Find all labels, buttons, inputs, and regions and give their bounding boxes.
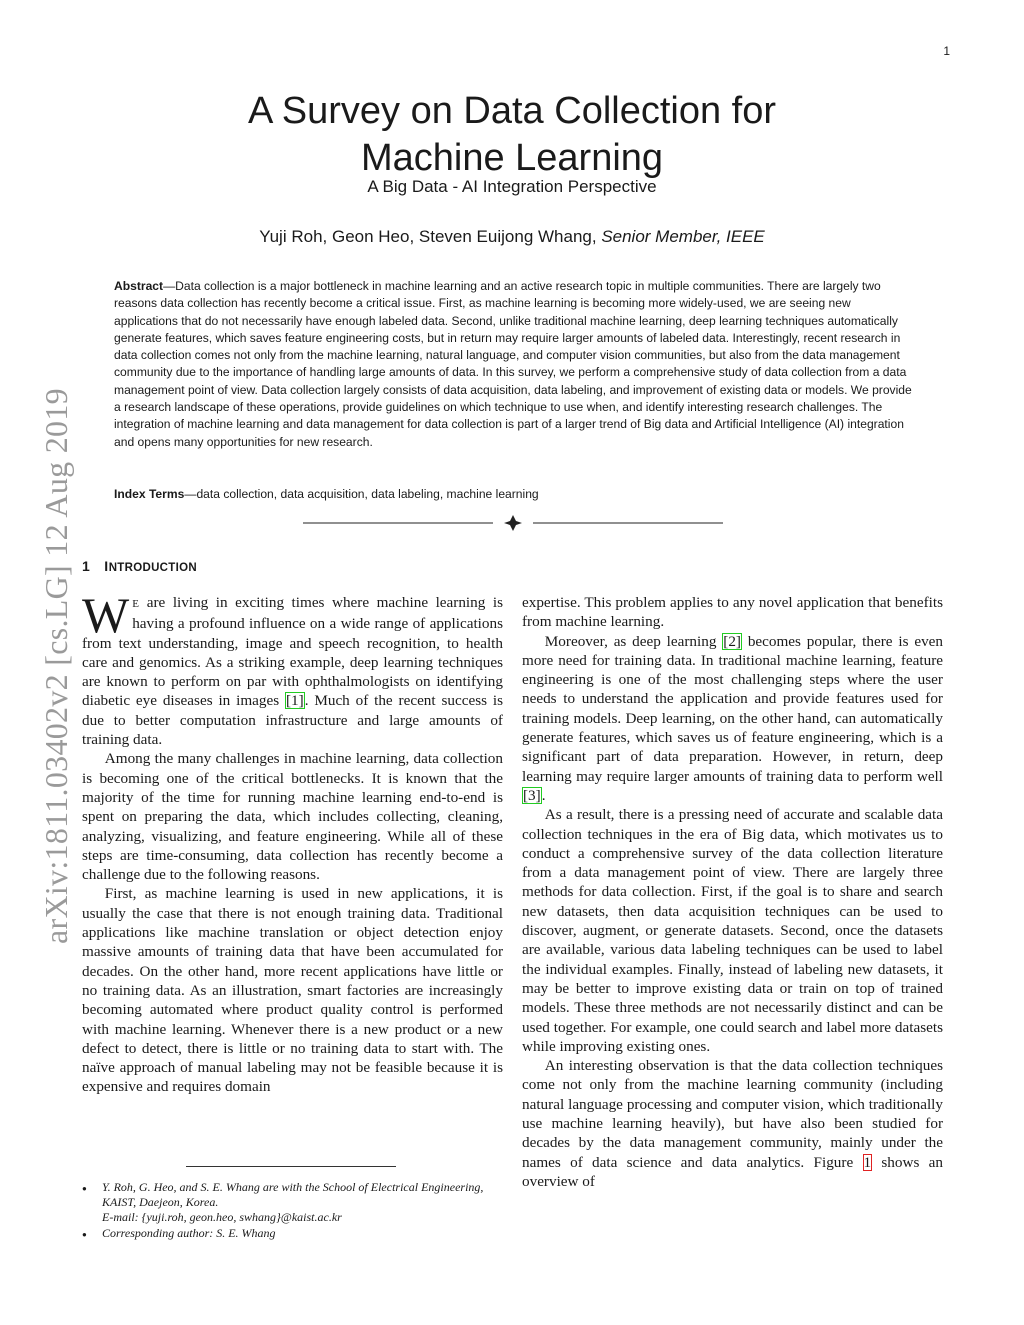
paragraph xyxy=(522,632,943,806)
title-line-2: Machine Learning xyxy=(360,137,664,179)
paper-title xyxy=(0,88,1024,182)
paragraph: expertise. This problem applies to any novel application that benefits from machine learning. xyxy=(522,594,943,631)
author-list xyxy=(0,227,1024,247)
arxiv-stamp: arXiv:1811.03402v2 [cs.LG] 12 Aug 2019 xyxy=(38,388,74,944)
diamond-star-icon xyxy=(504,515,522,531)
footnote-corresponding: ● Corresponding author: S. E. Whang xyxy=(102,1226,503,1241)
footnote-affiliation xyxy=(102,1180,503,1226)
footnote-text: Y. Roh, G. Heo, and S. E. Whang are with the School of Electrical Engineering, KAIST, Daejeon, Korea. xyxy=(102,1180,484,1210)
title-line-1: A Survey on Data Collection for xyxy=(247,90,777,132)
citation-link[interactable]: [3] xyxy=(523,786,541,804)
paragraph: First, as machine learning is used in new applications, it is usually the case that there is not enough training data. Traditional applications like machine translation or object detection enjoy massive amounts of training data that have been accumulated for decades. On the other hand, more recent applications have little or no training data. As an illustration, smart factories are increasingly becoming automated where product quality control is performed with machine learning. Whenever there is a new product or a new defect to detect, there is little or no training data to start with. The naïve approach of manual labeling may not be feasible because it is expensive and requires domain xyxy=(82,885,503,1096)
smallcaps-start: E xyxy=(132,598,140,610)
paragraph xyxy=(82,587,503,749)
section-title-rest: NTRODUCTION xyxy=(108,562,197,574)
section-title-initial: I xyxy=(104,558,109,574)
figure-reference-link[interactable]: 1 xyxy=(863,1153,872,1171)
section-number: 1 xyxy=(82,558,91,574)
dropcap: W xyxy=(82,587,130,643)
paragraph-text: Moreover, as deep learning xyxy=(544,632,723,650)
paragraph-text: becomes popular, there is even more need for training data. In traditional machine learning, feature engineering is one of the most challenging steps where the user needs to understand the application and provide features used for training models. Deep learning, on the other hand, can automatically generate features, which saves us of feature engineering, which is a significant part of data preparation. However, in return, deep learning may require larger amounts of training data to perform well xyxy=(522,632,943,785)
paragraph: As a result, there is a pressing need of accurate and scalable data collection techniques in the era of Big data, which motivates us to conduct a comprehensive survey of the data collection literature from a data management point of view. There are largely three methods for data collection. First, if the goal is to share and search new datasets, then data acquisition techniques can be used to discover, augment, or generate datasets. Second, once the datasets are available, various data labeling techniques can be used to label the individual examples. Finally, instead of labeling new datasets, it may be better to improve existing data or train on top of trained models. These three methods are not necessarily distinct and can be used together. For example, one could search and label more datasets while improving existing ones. xyxy=(522,806,943,1055)
section-divider xyxy=(303,513,723,533)
footnotes xyxy=(82,1180,503,1241)
abstract-label: Abstract xyxy=(114,279,164,293)
page-number: 1 xyxy=(943,44,950,58)
citation-link[interactable]: [2] xyxy=(723,632,741,650)
index-terms-label: Index Terms xyxy=(114,487,185,501)
left-column xyxy=(82,587,503,1097)
footnote-rule xyxy=(186,1166,396,1167)
abstract-text: —Data collection is a major bottleneck in machine learning and an active research topic in multiple communities. There are largely two reasons data collection has recently become a critical issue. First, as machine learning is becoming more widely-used, we are seeing new applications that do not necessarily have enough labeled data. Second, unlike traditional machine learning, deep learning techniques automatically generate features, which saves feature engineering costs, but in return may require larger amounts of labeled data. Interestingly, recent research in data collection comes not only from the machine learning, natural language, and computer vision communities, but also from the data management community due to the importance of handling large amounts of data. In this survey, we perform a comprehensive study of data collection from a data management point of view. Data collection largely consists of data acquisition, data labeling, and improvement of existing data or models. We provide a research landscape of these operations, provide guidelines on which technique to use when, and identify interesting research challenges. The integration of machine learning and data management for data collection is part of a larger trend of Big data and Artificial Intelligence (AI) integration and opens many opportunities for new research. xyxy=(114,279,912,449)
citation-link[interactable]: [1] xyxy=(285,692,304,710)
paragraph xyxy=(522,1056,943,1191)
paragraph-text: . Much of the recent success is due to better computation infrastructure and large amounts of training data. xyxy=(82,692,503,749)
section-heading-introduction xyxy=(82,558,197,574)
author-names: Yuji Roh, Geon Heo, Steven Euijong Whang, xyxy=(259,227,602,246)
right-column xyxy=(522,593,943,1191)
index-terms xyxy=(114,487,914,501)
footnote-email: E-mail: {yuji.roh, geon.heo, swhang}@kaist.ac.kr xyxy=(102,1210,342,1225)
paragraph-text: An interesting observation is that the data collection techniques come not only from the machine learning community (including natural language processing and computer vision, which traditionally use machine learning heavily), but have also been studied for decades by the data management community, mainly under the names of data science and data analytics. Figure xyxy=(522,1057,943,1171)
index-terms-text: —data collection, data acquisition, data labeling, machine learning xyxy=(184,487,539,501)
paragraph-text: are living in exciting times where machine learning is having a profound influence on a wide range of applications from text understanding, image and speech recognition, to health care and genomics. As a striking example, deep learning techniques are known to perform on par with ophthalmologists on identifying diabetic eye diseases in images xyxy=(82,594,503,710)
paragraph-text: . xyxy=(541,786,546,804)
paper-subtitle: A Big Data - AI Integration Perspective xyxy=(367,177,657,196)
paragraph: Among the many challenges in machine learning, data collection is becoming one of the critical bottlenecks. It is known that the majority of the time for running machine learning end-to-end is spent on preparing the data, which includes collecting, cleaning, analyzing, visualizing, and feature engineering. While all of these steps are time-consuming, data collection has recently become a challenge due to the following reasons. xyxy=(82,750,503,884)
paragraph-text: shows an overview of xyxy=(522,1153,944,1190)
author-role: Senior Member, IEEE xyxy=(601,227,765,246)
abstract xyxy=(114,278,914,451)
